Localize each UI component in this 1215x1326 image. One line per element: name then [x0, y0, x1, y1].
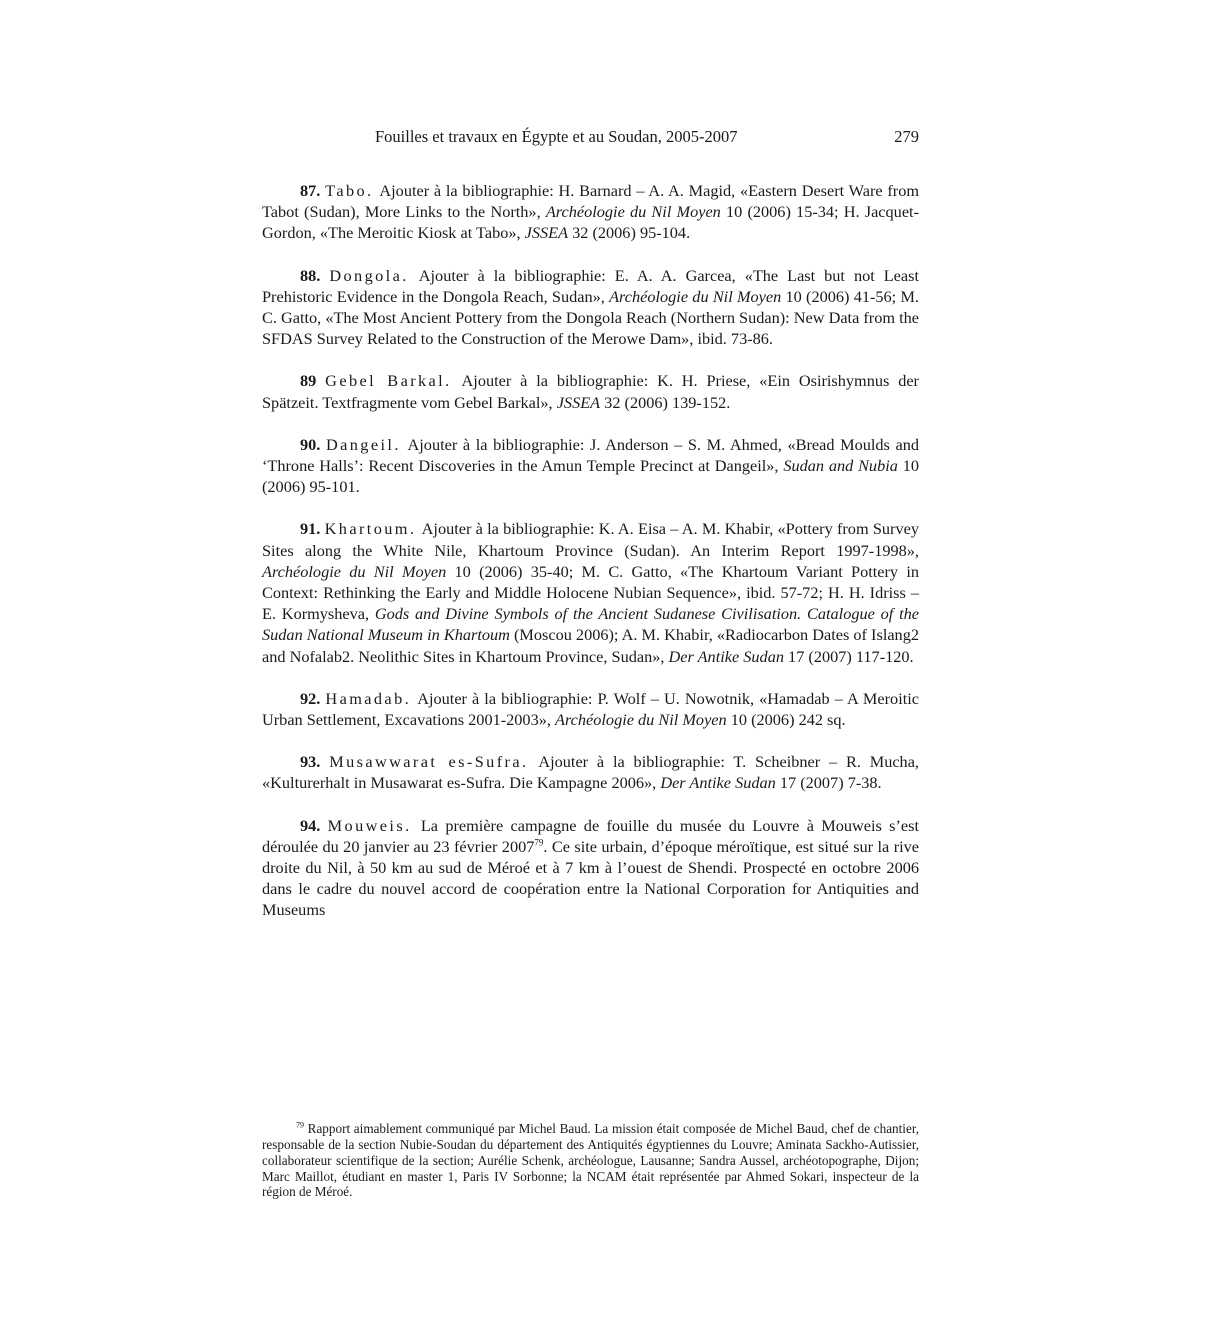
journal-title: Sudan and Nubia	[783, 456, 898, 476]
entry-text: Ajouter à la bibliographie: K. A. Eisa – A. M. Khabir, «Pottery from Survey Sites along the White Nile, Khartoum Province (Sudan). An Interim Report 1997-1998»,	[262, 519, 919, 560]
entry-text: Ajouter à la bibliographie: K. H. Priese, «Ein Osirishymnus der Spätzeit. Textfragmente vom Gebel Barkal»,	[262, 371, 919, 412]
entry-89	[262, 370, 919, 412]
entry-text: Ajouter à la bibliographie: E. A. A. Garcea, «The Last but not Least Prehistoric Evidence in the Dongola Reach, Sudan»,	[262, 265, 919, 306]
running-title: Fouilles et travaux en Égypte et au Soudan, 2005-2007	[375, 127, 738, 146]
site-name: Gebel Barkal.	[325, 371, 452, 391]
entry-93	[262, 751, 919, 793]
entry-text: 10 (2006) 95-101.	[262, 456, 919, 497]
journal-title: JSSEA	[556, 392, 601, 412]
entry-number: 90.	[300, 434, 321, 454]
site-name: Khartoum.	[324, 519, 417, 539]
entry-text: La première campagne de fouille du musée du Louvre à Mouweis s’est déroulée du 20 janvier au 23 février 2007	[262, 815, 919, 856]
entry-92	[262, 688, 919, 730]
entry-text: Ajouter à la bibliographie: P. Wolf – U. Nowotnik, «Hamadab – A Meroitic Urban Settlement, Excavations 2001-2003»,	[262, 688, 919, 730]
entry-text: 10 (2006) 41-56; M. C. Gatto, «The Most Ancient Pottery from the Dongola Reach (Northern Sudan): New Data from the SFDAS Survey Related to the Construction of the Merowe Dam», ibid. 73-86.	[262, 286, 919, 349]
entry-87	[262, 180, 919, 244]
entry-number: 92.	[300, 688, 321, 708]
entry-text: 17 (2007) 117-120.	[783, 646, 914, 666]
entry-text: 32 (2006) 95-104.	[568, 223, 691, 243]
entry-number: 94.	[300, 815, 321, 835]
entry-number: 93.	[300, 752, 321, 772]
entry-94	[262, 815, 919, 921]
entry-88	[262, 265, 919, 350]
site-name: Dangeil.	[325, 434, 401, 454]
site-name: Musawwarat es-Sufra.	[329, 752, 529, 772]
site-name: Dongola.	[329, 265, 409, 285]
entry-text: Ajouter à la bibliographie: H. Barnard – A. A. Magid, «Eastern Desert Ware from Tabot (Sudan), More Links to the North»,	[262, 181, 920, 222]
entry-text: 10 (2006) 242 sq.	[726, 710, 846, 730]
journal-title: Archéologie du Nil Moyen	[609, 286, 782, 306]
entry-number: 89	[300, 371, 317, 391]
entry-text: (Moscou 2006); A. M. Khabir, «Radiocarbon Dates of Islang2 and Nofalab2. Neolithic Sites in Khartoum Province, Sudan»,	[262, 625, 919, 666]
journal-title: Archéologie du Nil Moyen	[545, 202, 721, 222]
entry-text: 32 (2006) 139-152.	[600, 392, 731, 412]
entry-number: 88.	[300, 265, 321, 285]
entry-text: . Ce site urbain, d’époque méroïtique, est situé sur la rive droite du Nil, à 50 km au sud de Méroé et à 7 km à l’ouest de Shendi. Prospecté en octobre 2006 dans le cadre du nouvel accord de coopération entre la National Corporation for Antiquities and Museums	[262, 836, 920, 920]
entry-text: Ajouter à la bibliographie: T. Scheibner – R. Mucha, «Kulturerhalt in Musawarat es-Sufra. Die Kampagne 2006»,	[262, 752, 919, 793]
journal-title: Archéologie du Nil Moyen	[555, 710, 727, 730]
site-name: Hamadab.	[325, 688, 412, 708]
entry-91	[262, 518, 919, 666]
entry-text: Ajouter à la bibliographie: J. Anderson – S. M. Ahmed, «Bread Moulds and ‘Throne Halls’: Recent Discoveries in the Amun Temple Precinct at Dangeil»,	[262, 434, 919, 476]
entry-90	[262, 434, 919, 498]
bibliography-entries	[262, 180, 919, 942]
entry-number: 87.	[300, 181, 321, 200]
page-number: 279	[894, 127, 919, 146]
journal-title: Der Antike Sudan	[660, 773, 776, 793]
journal-title: JSSEA	[524, 223, 569, 243]
running-header	[262, 127, 919, 151]
entry-text: 17 (2007) 7-38.	[775, 773, 882, 793]
entry-text: 10 (2006) 15-34; H. Jacquet-Gordon, «The Meroitic Kiosk at Tabo»,	[262, 202, 919, 243]
book-title: Gods and Divine Symbols of the Ancient Sudanese Civilisation. Catalogue of the Sudan National Museum in Khartoum	[262, 604, 919, 645]
footnote-79	[262, 1121, 919, 1200]
entry-text: 10 (2006) 35-40; M. C. Gatto, «The Khartoum Variant Pottery in Context: Rethinking the Early and Middle Holocene Nubian Sequence», ibid. 57-72; H. H. Idriss – E. Kormysheva,	[262, 561, 919, 624]
site-name: Mouweis.	[327, 815, 412, 835]
footnote-ref[interactable]: 79	[534, 837, 544, 848]
journal-title: Der Antike Sudan	[668, 646, 784, 666]
footnote-text: Rapport aimablement communiqué par Michel Baud. La mission était composée de Michel Baud, chef de chantier, responsable de la section Nubie-Soudan du département des Antiquités égyptiennes du Louvre; Aminata Sackho-Autissier, collaborateur scientifique de la section; Aurélie Schenk, archéologue, Lausanne; Sandra Aussel, archéotopographe, Dijon; Marc Maillot, étudiant en master 1, Paris IV Sorbonne; la NCAM était représentée par Ahmed Sokari, inspecteur de la région de Méroé.	[262, 1121, 919, 1200]
site-name: Tabo.	[325, 181, 374, 200]
journal-title: Archéologie du Nil Moyen	[262, 561, 447, 581]
footnote-marker: 79	[296, 1120, 304, 1130]
entry-number: 91.	[300, 519, 321, 539]
